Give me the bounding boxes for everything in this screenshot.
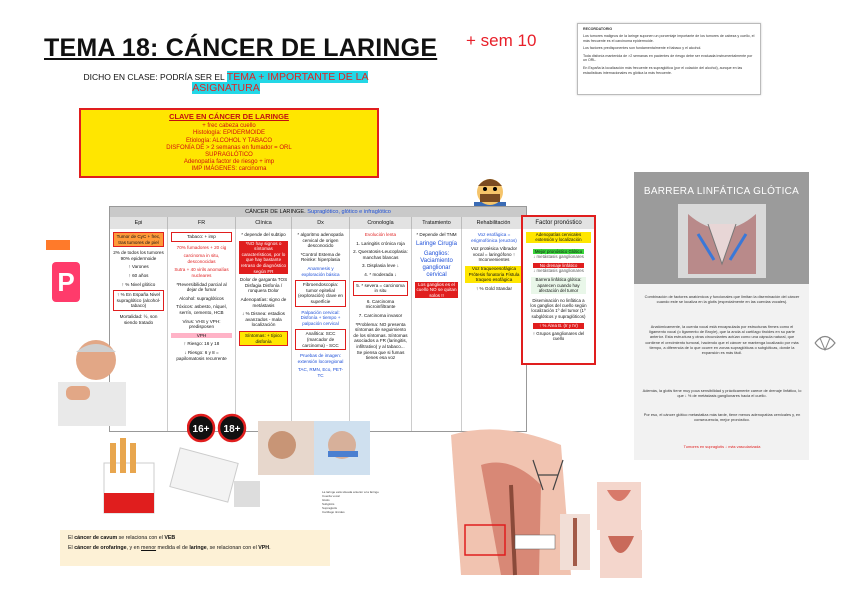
fr-cell: carcinoma in situ, desconocidas xyxy=(183,253,220,264)
note-bold: cáncer de cavum xyxy=(74,535,118,541)
dx-cell: Palpación cervical: Disfonía + tiempo + palpación cervical xyxy=(300,309,341,326)
note-text: El xyxy=(68,535,75,541)
crono-cell: 5. * severa = carcinoma in situ xyxy=(353,281,408,296)
recordatorio-title: RECORDATORIO xyxy=(583,27,613,31)
note-text: se relaciona con el xyxy=(117,535,165,541)
col-clinica xyxy=(236,229,292,431)
dx-cell: Fibroendoscopia: tumor epitelial (exploración) clave en superficie xyxy=(295,280,346,306)
trat-cell: Laringe Cirugía xyxy=(415,240,458,247)
crono-cell: Evolución lenta xyxy=(364,232,397,237)
note-text: , y en xyxy=(126,545,142,551)
clinica-cell: Dolor de garganta TOS Disfagia Disfonía / ronquera Dolor xyxy=(239,277,288,294)
clave-title: CLAVE EN CÁNCER DE LARINGE xyxy=(169,112,289,121)
col-header-fr: FR xyxy=(168,217,236,229)
note-text: medida el de xyxy=(156,545,190,551)
crono-cell: 4. * moderada ↓ xyxy=(364,271,397,277)
dicho-prefix: DICHO EN CLASE: PODRÍA SER EL xyxy=(83,72,227,82)
larynx-sketch-icon xyxy=(812,330,838,356)
crono-cell: 1. Laringitis crónica roja xyxy=(356,240,405,246)
cancer-laringe-table xyxy=(109,206,527,432)
small-flag-icon xyxy=(46,238,70,252)
col-cronologia xyxy=(350,229,412,431)
dx-cell: *Control Estema de Reinke: hiperplasia xyxy=(300,251,341,263)
rehab-cell: ↑ % Gold Standar xyxy=(475,285,512,291)
factor-line: Diseminación no linfática a los ganglios del cuello según localización 1º del tumor (1º subglóticos y supraglóticos) xyxy=(530,297,587,319)
clave-box xyxy=(79,108,379,178)
clave-line: Histología: EPIDERMOIDE xyxy=(192,130,266,137)
factor-line: Mejor pronóstico Glótico xyxy=(534,248,583,254)
recordatorio-line: Los factores predisponentes son fundamentalmente el tabaco y el alcohol. xyxy=(583,46,702,51)
dx-cell: Pruebas de imagen: extensión locoregional xyxy=(297,353,344,364)
trat-cell: Ganglios: Vaciamiento ganglionar cervical xyxy=(420,250,453,278)
col-tratamiento xyxy=(412,229,462,431)
doctor-photo-image xyxy=(56,330,128,426)
barrera-paragraph: Por eso, el cáncer glótico metastatiza más tarde, tiene menos adenopatías cervicales y, en consecuencia, mejor pronóstico. xyxy=(643,412,801,423)
legend-item: Glotis xyxy=(322,498,330,502)
anatomy-legend xyxy=(322,490,440,514)
recordatorio-line: Toda disfonía mantenida de >2 semanas en pacientes de riesgo debe ser evaluada instrumentalmente por un ORL. xyxy=(583,53,753,63)
factor-title: Factor pronóstico xyxy=(523,217,594,229)
note-text: El xyxy=(68,545,75,551)
throat-anatomy-image-1 xyxy=(597,482,641,530)
table-title-prefix: CÁNCER DE LARINGE. xyxy=(245,209,308,215)
smoking-photos-image xyxy=(258,421,370,475)
epi-cell: ↑ % En España Nivel supraglótico (alcohol-tabaco) xyxy=(113,290,164,311)
fr-cell: Sutra + 40 virils anomalías nucleares xyxy=(174,267,229,278)
clave-line: IMP IMÁGENES: carcinoma xyxy=(191,166,267,173)
note-bold: cáncer de orofaringe xyxy=(74,545,127,551)
clave-line: Adenopatía factor de riesgo + imp xyxy=(183,159,275,166)
note-bold: laringe xyxy=(189,545,207,551)
note-line-cavum xyxy=(68,533,322,543)
col-header-cronologia: Cronología xyxy=(350,217,412,229)
barrera-paragraph: Anatómicamente, la cuerda vocal está encapsulada por estructuras firmes como el ligamento vocal (o ligamento de Broyle), que la ancla al cartílago tiroides en su parte anterior. Esta estructura y otras circundantes actúan como una cápsula natural, que contiene el crecimiento tumoral, haciendo que el cáncer se mantenga localizado por más tiempo, a diferencia de lo que ocurre en zonas supraglóticas o subglóticas, donde la expansión es más fácil. xyxy=(645,324,799,356)
clave-line: SUPRAGLÓTICO xyxy=(205,152,253,159)
col-header-epi: Epi xyxy=(110,217,168,229)
factor-line: No drenaje linfático xyxy=(533,263,584,268)
epi-cell: ↑ Varones xyxy=(128,264,149,270)
note-underline: menor xyxy=(141,545,157,551)
crono-cell: 7. Carcinoma invasor xyxy=(358,312,403,318)
throat-anatomy-image-2 xyxy=(600,530,642,578)
factor-line: ↑ Grupos ganglionares del cuello xyxy=(532,330,585,342)
note-text: , se relacionan con el xyxy=(206,545,259,551)
dx-cell: * algoritmo adenopatía cervical de origen desconocido xyxy=(297,232,344,249)
col-dx xyxy=(292,229,350,431)
crono-cell: 6. Carcinoma microinfiltrante xyxy=(365,298,396,310)
fr-cell: Tóxicos: asbesto, níquel, serrín, cemento, HCB xyxy=(176,304,227,315)
barrera-paragraph: Combinación de factores anatómicos y funcionales que limitan la diseminación del cáncer cuando este se localiza en la glotis (especialmente en las cuerdas vocales). xyxy=(644,294,800,305)
fr-cell: ↑ Riesgo: 16 y 18 xyxy=(183,341,220,347)
dx-cell: Anamnesis y exploración básica xyxy=(301,265,340,277)
col-header-dx: Dx xyxy=(292,217,350,229)
note-text: . xyxy=(269,545,271,551)
clave-line: Etiología: ALCOHOL Y TABACO xyxy=(185,137,273,144)
epi-cell: 2% de todos los tumores 90% epidermoide xyxy=(113,250,164,261)
clave-line: + frec cabeza cuello xyxy=(202,123,256,130)
sem-label: + sem 10 xyxy=(466,31,537,50)
trat-cell: * Depende del TNM xyxy=(416,232,457,237)
crono-cell: *Problema: NO presenta síntomas de seguimiento de los síntomas. Síntomas asociados a FR (laringitis, infiltrativo) y al tabaco... Se piensa que si fumas tienes esa voz xyxy=(353,321,408,361)
fr-cell: VPH xyxy=(171,333,232,339)
badge-16: 16+ xyxy=(192,424,210,435)
col-fr xyxy=(168,229,236,431)
factor-line: Adenopatías cervicales extensión y localización xyxy=(526,232,591,243)
fr-cell: 70% fumadores + 20 cig xyxy=(176,244,227,250)
clinica-cell: Síntomas: + típico disfonía xyxy=(239,331,288,346)
col-header-clinica: Clínica xyxy=(236,217,292,229)
factor-pronostico-panel xyxy=(521,215,596,365)
note-line-orofaringe xyxy=(68,543,322,553)
factor-line: ↓ metástasis ganglionares xyxy=(533,268,584,274)
dicho-note xyxy=(73,72,379,94)
factor-line: Barrera linfática glótica: aparecen cuando hay afectación del tumor xyxy=(531,277,586,293)
clinica-cell: ↓ % Disnea: estadios avanzados - mala localización xyxy=(242,311,285,328)
col-rehabilitacion xyxy=(462,229,526,431)
bottom-note-box xyxy=(60,530,330,566)
legend-item: Cartílago tiroides xyxy=(322,510,345,514)
larynx-cross-section-image xyxy=(560,514,590,570)
epi-cell: ↑ % Nivel glótico xyxy=(121,281,156,287)
cigarettes-image xyxy=(74,433,266,519)
clave-line: DISFONÍA DE > 2 semanas en fumador = ORL xyxy=(166,144,292,151)
legend-item: Subglotis xyxy=(322,502,335,506)
recordatorio-box xyxy=(577,23,761,95)
factor-line: ↑ % Área B. (Ir y IV) xyxy=(533,323,584,328)
col-header-rehabilitacion: Rehabilitación xyxy=(462,217,526,229)
barrera-header xyxy=(634,172,809,284)
fr-cell: *Reversibilidad parcial al dejar de fumar xyxy=(176,281,227,293)
recordatorio-line: Los tumores malignos de la laringe suponen un porcentaje importante de los tumores de cabeza y cuello, el más frecuente es el carcinoma epidermoide. xyxy=(583,34,755,44)
col-header-tratamiento: Tratamiento xyxy=(412,217,462,229)
p-letter: P xyxy=(57,267,75,297)
legend-item: Cuerda vocal xyxy=(322,494,340,498)
fr-cell: Alcohol: supraglóticos xyxy=(179,295,224,301)
legend-item: Supraglotis xyxy=(322,506,338,510)
rehab-cell: Voz esofágica = erigmofónica (eructos) xyxy=(471,232,517,243)
rehab-cell: Voz protésica Vibrador vocal = laringófono ↑ Inconvenientes xyxy=(470,246,518,263)
fr-cell: Tabaco: + imp xyxy=(171,232,232,242)
fr-cell: Virus: VHS y VPH: predisposen xyxy=(182,318,221,330)
dx-cell: Analítica: SCC (marcador de carcinoma) - SCC xyxy=(295,329,346,350)
crono-cell: 2. Queratosis-Leucoplasia: manchas blancas xyxy=(353,249,408,260)
note-bold: VEB xyxy=(164,535,176,541)
factor-line: ↓ metástasis ganglionares xyxy=(533,254,584,260)
note-bold: VPH xyxy=(258,545,270,551)
fr-cell: ↓ Riesgo: 6 y 8 = papilomatosis recurrente xyxy=(176,349,227,361)
glottis-diagram-image xyxy=(678,204,766,278)
clinica-cell: Adenopatías: signo de metástasis xyxy=(240,296,287,308)
clinica-cell: *NO hay signos o síntomas característicos, por lo que hay bastante retraso de diagnóstico según FR xyxy=(240,240,287,274)
epi-cell: ↑ 60 años xyxy=(128,272,149,278)
dicho-highlight: TEMA + IMPORTANTE DE LA ASIGNATURA xyxy=(192,71,369,94)
badge-18: 18+ xyxy=(223,424,241,435)
page-title: TEMA 18: CÁNCER DE LARINGE xyxy=(44,34,438,62)
recordatorio-line: En España la localización más frecuente es supraglótica (por el colación del alcohol), aunque en las estadísticas internacionales es glótica la más frecuente. xyxy=(583,65,743,75)
barrera-title: BARRERA LINFÁTICA GLÓTICA xyxy=(643,186,800,197)
table-title xyxy=(110,207,526,217)
barrera-paragraph: Tumores en supraglotis ↓ más vascularizada xyxy=(683,444,761,449)
epi-cell: Mortalidad: ½, son siendo tratado xyxy=(119,313,158,325)
legend-item: La laringe está situada anterior a la faringe xyxy=(322,490,379,494)
table-title-subtypes: Supraglótico, glótico e infraglótico xyxy=(307,209,391,215)
rehab-cell: Voz traqueoesofágica Prótesis fonatoria Fístula traqueo esofágica xyxy=(465,266,523,283)
dx-cell: TAC, RMN, Eco, PET-TC xyxy=(297,367,344,378)
clinica-cell: * depende del subtipo xyxy=(241,232,286,237)
barrera-paragraph: Además, la glotis tiene muy poca sensibilidad y prácticamente carece de drenaje linfático, lo que ↓ % de metástasis ganglionares hacia el cuello. xyxy=(642,388,802,399)
barrera-linfatica-panel xyxy=(634,172,809,460)
p-sticker-image xyxy=(52,262,80,302)
epi-cell: Tumor de CyC + frec, tras tumores de piel xyxy=(113,232,164,247)
trat-cell: Los ganglios es el cuello NO se quitan solos !! xyxy=(416,281,457,298)
larynx-cartilage-sketch xyxy=(523,455,583,495)
crono-cell: 3. Displasia leve ↓ xyxy=(361,263,400,269)
